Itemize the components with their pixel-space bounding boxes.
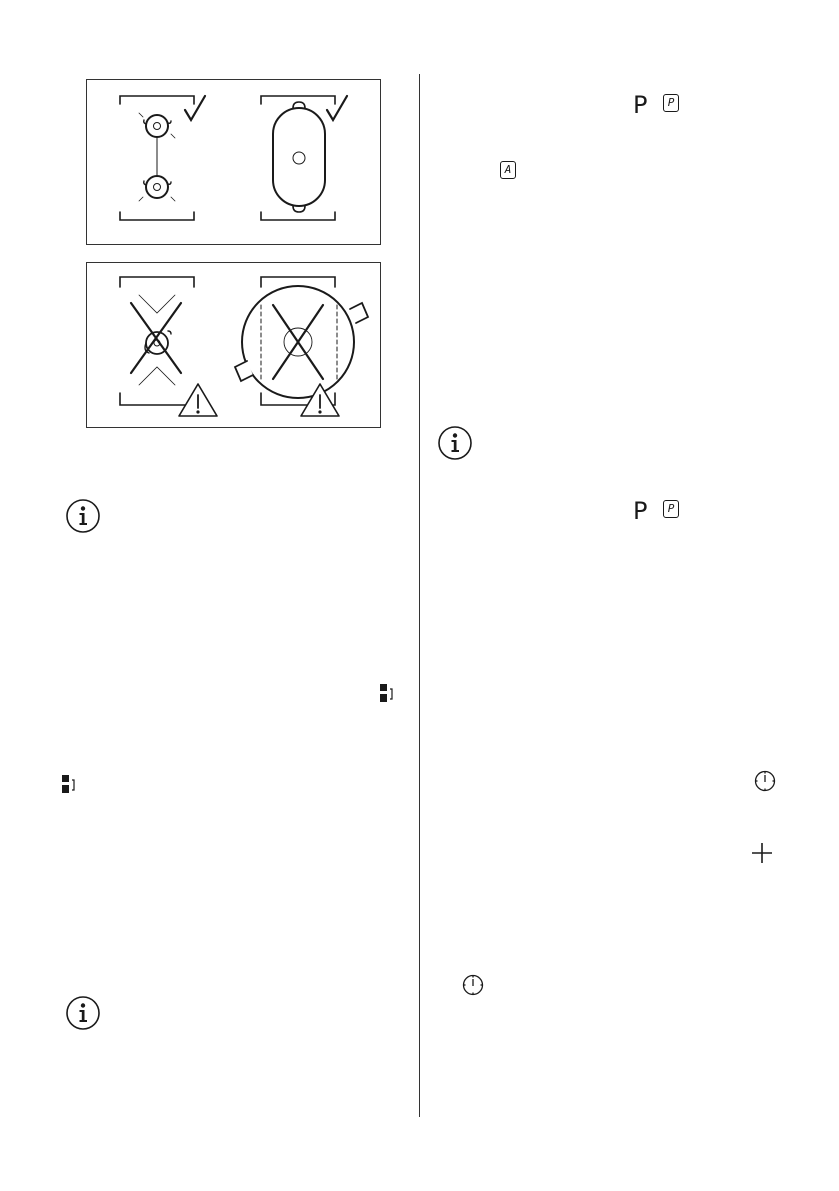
info-icon <box>65 498 101 534</box>
zone-bracket-bottom <box>120 212 194 220</box>
figure-incorrect-cookware <box>86 262 381 428</box>
plus-icon <box>751 842 773 864</box>
column-divider <box>419 74 420 1117</box>
power-boost-symbol: P <box>633 497 648 525</box>
checkmark-icon <box>185 96 205 120</box>
zone-bridge-icon <box>379 683 395 703</box>
figure-correct-cookware <box>86 79 381 245</box>
info-icon <box>65 995 101 1031</box>
power-boost-display: P <box>663 500 679 518</box>
warning-triangle-icon <box>179 384 217 416</box>
automatic-heat-up-display: A <box>500 161 516 179</box>
zone-bracket-top <box>120 96 194 104</box>
power-boost-display: P <box>663 94 679 112</box>
info-icon <box>437 425 473 461</box>
timer-icon <box>754 770 776 792</box>
power-boost-symbol: P <box>633 91 648 119</box>
incorrect-cookware-illustration <box>87 263 380 427</box>
timer-icon <box>462 974 484 996</box>
zone-bridge-icon <box>61 774 77 794</box>
checkmark-icon <box>327 96 347 120</box>
correct-cookware-illustration <box>87 80 380 244</box>
